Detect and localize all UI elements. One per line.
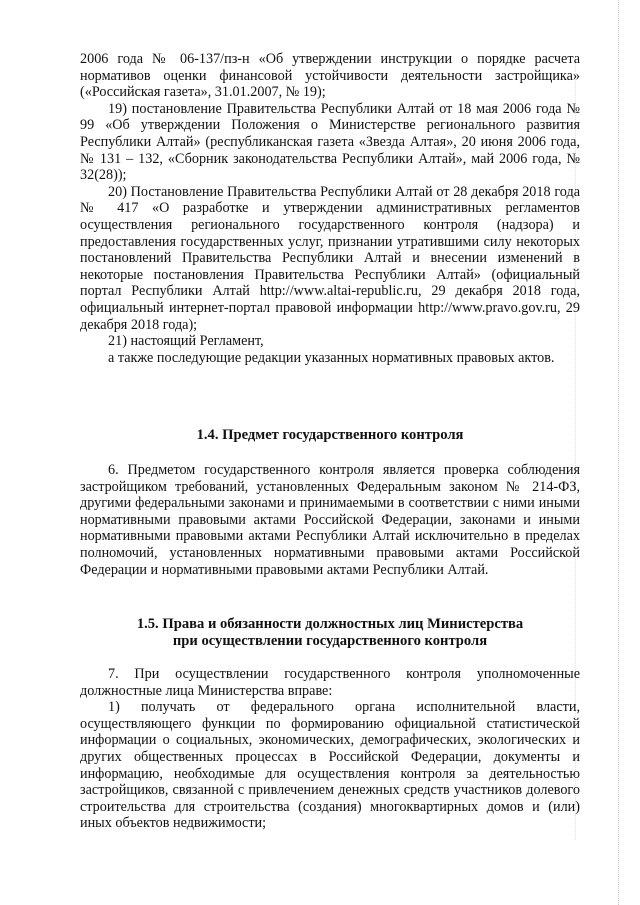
paragraph-7-item-1: 1) получать от федерального органа исполнительной власти, осуществляющего функции по формированию официальной статистической информации о социальных, экономических, демографических, экологических и других общественных процессах в Российской Федерации, документы и информацию, необходимые для осуществления контроля за деятельностью застройщиков, связанной с привлечением денежных средств участников долевого строительства для строительства (создания) многоквартирных домов и (или) иных объектов недвижимости;	[80, 699, 580, 832]
section-heading-1-4: 1.4. Предмет государственного контроля	[196, 427, 464, 443]
section-heading-1-5-line1: 1.5. Права и обязанности должностных лиц Министерства	[136, 616, 524, 632]
section-1-4-body	[80, 462, 580, 578]
section-heading-1-5	[80, 616, 580, 650]
paragraph-item-21: 21) настоящий Регламент,	[108, 333, 264, 350]
paragraph-item-20: 20) Постановление Правительства Республики Алтай от 28 декабря 2018 года № 417 «О разработке и утверждении административных регламентов осуществления регионального государственного контроля (надзора) и предоставления государственных услуг, признании утратившими силу некоторых постановлений Правительства Республики Алтай и внесении изменений в некоторые постановления Правительства Республики Алтай» (официальный портал Республики Алтай http://www.altai-republic.ru, 29 декабря 2018 года, официальный интернет-портал правовой информации http://www.pravo.gov.ru, 29 декабря 2018 года);	[80, 183, 580, 333]
page-edge-marks	[618, 0, 625, 905]
section-heading-1-5-line2: при осуществлении государственного контроля	[172, 633, 488, 649]
paragraph-continuation-18: 2006 года № 06-137/пз-н «Об утверждении инструкции о порядке расчета нормативов оценки финансовой устойчивости деятельности застройщика» («Российская газета», 31.01.2007, № 19);	[80, 51, 580, 101]
paragraph-item-19: 19) постановление Правительства Республики Алтай от 18 мая 2006 года № 99 «Об утверждении Положения о Министерстве регионального развития Республики Алтай» (республиканская газета «Звезда Алтая», 20 июня 2006 года, № 131 – 132, «Сборник законодательства Республики Алтай», май 2006 года, № 32(28));	[80, 100, 580, 184]
paragraph-7: 7. При осуществлении государственного контроля уполномоченные должностные лица Министерства вправе:	[80, 666, 580, 699]
paragraph-6: 6. Предметом государственного контроля является проверка соблюдения застройщиком требований, установленных Федеральным законом № 214-ФЗ, другими федеральными законами и принимаемыми в соответствии с ними иными нормативными правовыми актами Российской Федерации, законами и иными нормативными правовыми актами Республики Алтай исключительно в пределах полномочий, установленных нормативными правовыми актами Российской Федерации и нормативными правовыми актами Республики Алтай.	[80, 462, 580, 578]
list-items-block	[80, 51, 580, 366]
paragraph-closing: а также последующие редакции указанных нормативных правовых актов.	[108, 349, 555, 366]
section-1-5-body	[80, 666, 580, 832]
